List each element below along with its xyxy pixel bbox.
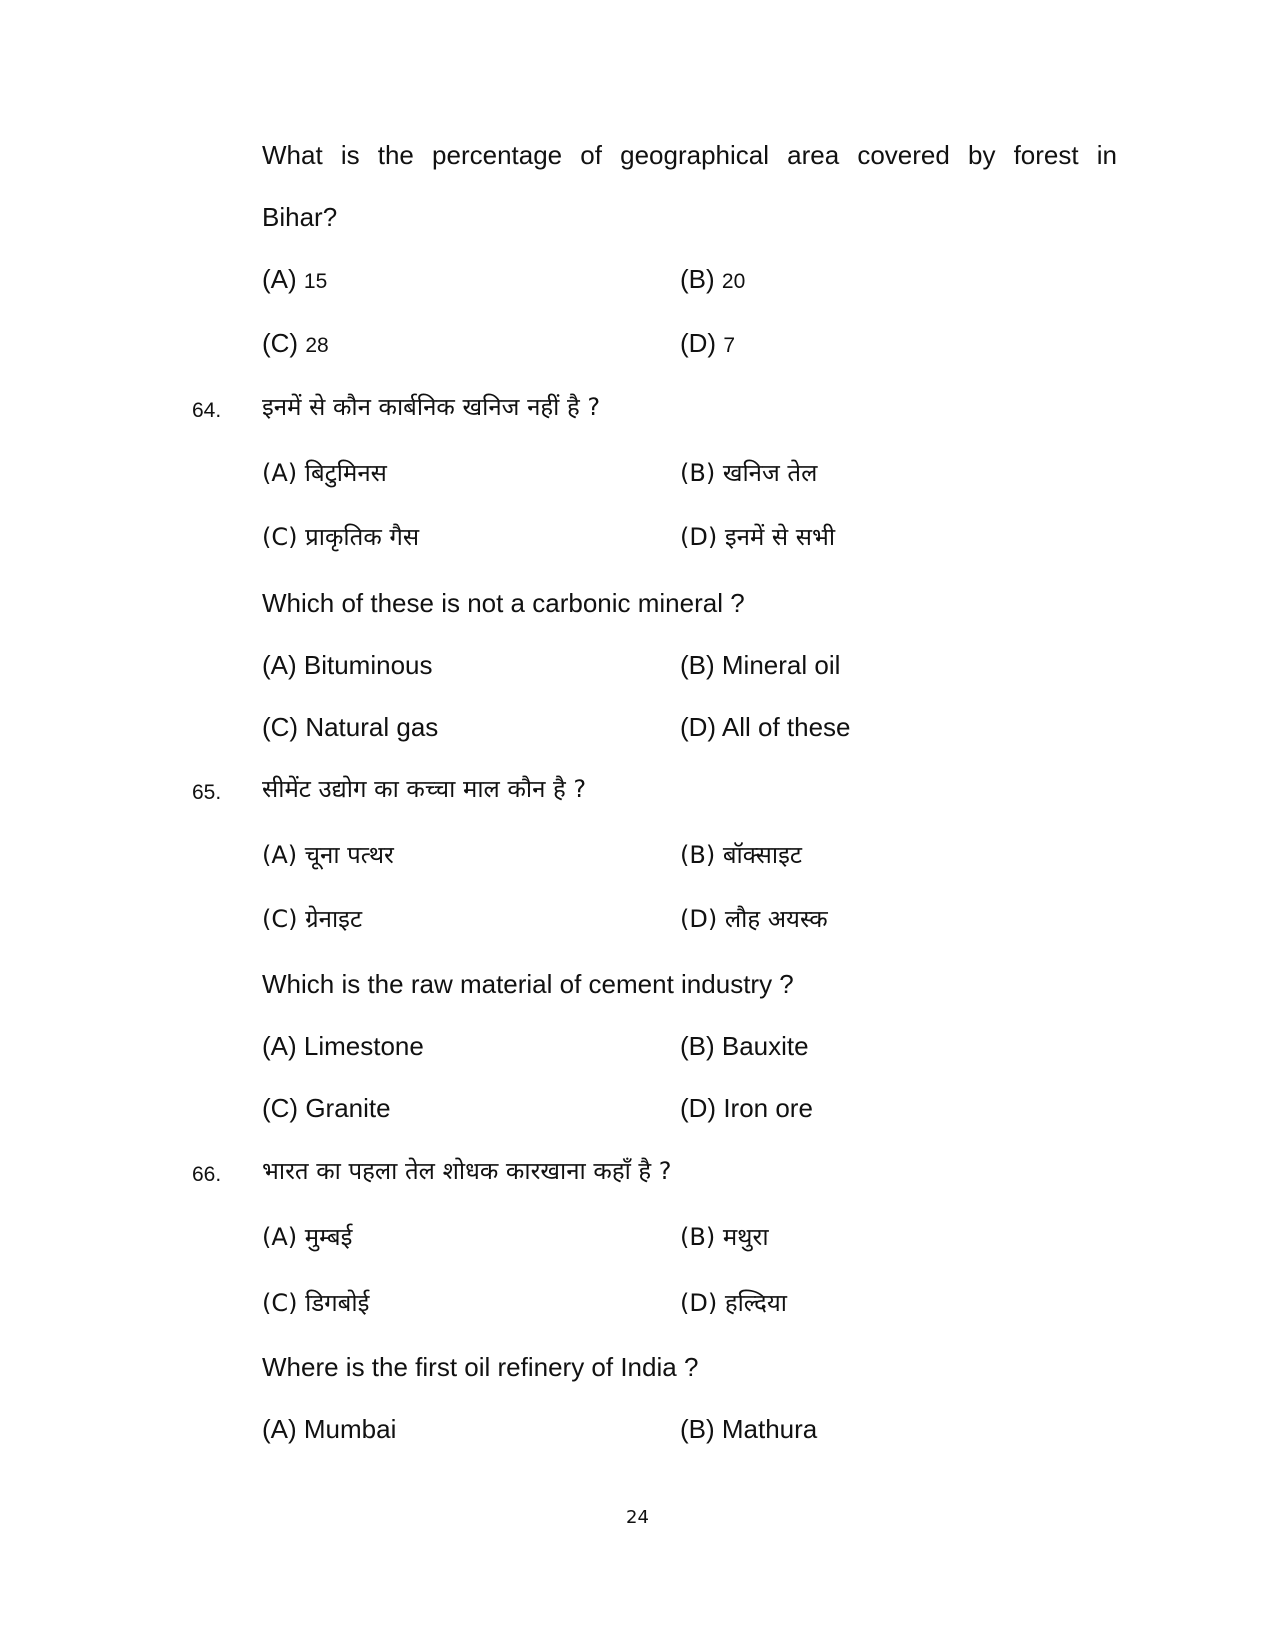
q65-hindi-option-b: (B) बॉक्साइट [680,841,802,869]
q63-option-c [262,328,329,361]
q66-hindi-option-a: (A) मुम्बई [262,1223,353,1251]
page-number: 24 [626,1507,649,1528]
q66-english-option-a: (A) Mumbai [262,1414,397,1444]
q64-hindi-option-d: (D) इनमें से सभी [680,523,836,551]
q64-hindi-question: इनमें से कौन कार्बनिक खनिज नहीं है ? [262,393,601,421]
q65-english-option-a: (A) Limestone [262,1031,424,1061]
option-label: (A) [262,264,297,294]
q64-number: 64. [192,399,222,422]
option-label: (B) [680,264,715,294]
q63-option-b [680,264,745,297]
option-label: (C) [262,328,299,358]
q66-english-question: Where is the first oil refinery of India ? [262,1352,699,1382]
q65-english-option-b: (B) Bauxite [680,1031,809,1061]
option-value: 15 [303,270,328,293]
q63-question-line-2: Bihar? [262,202,338,232]
q64-hindi-option-b: (B) खनिज तेल [680,459,818,487]
option-label: (D) [680,328,717,358]
q65-english-option-c: (C) Granite [262,1093,391,1123]
q66-number: 66. [192,1163,222,1186]
q65-hindi-option-d: (D) लौह अयस्क [680,905,828,933]
q64-hindi-option-c: (C) प्राकृतिक गैस [262,523,420,551]
q64-hindi-option-a: (A) बिटुमिनस [262,459,387,487]
q63-question-line-1: What is the percentage of geographical area covered by forest in [262,140,1117,170]
q64-english-option-d: (D) All of these [680,712,851,742]
q66-hindi-question: भारत का पहला तेल शोधक कारखाना कहाँ है ? [262,1157,672,1185]
q66-hindi-option-c: (C) डिगबोई [262,1289,370,1317]
q66-english-option-b: (B) Mathura [680,1414,818,1444]
q64-english-option-b: (B) Mineral oil [680,650,841,680]
q63-option-a [262,264,327,297]
q66-hindi-option-d: (D) हल्दिया [680,1289,788,1317]
q64-english-option-a: (A) Bituminous [262,650,433,680]
option-value: 28 [305,334,329,357]
q65-hindi-option-a: (A) चूना पत्थर [262,841,394,869]
q65-hindi-question: सीमेंट उद्योग का कच्चा माल कौन है ? [262,775,587,803]
q65-number: 65. [192,781,222,804]
option-value: 7 [723,334,736,357]
option-value: 20 [721,270,746,293]
q65-english-option-d: (D) Iron ore [680,1093,813,1123]
q65-english-question: Which is the raw material of cement industry ? [262,969,794,999]
q63-option-d [680,328,735,361]
q66-hindi-option-b: (B) मथुरा [680,1223,769,1251]
q64-english-question: Which of these is not a carbonic mineral ? [262,588,745,618]
q64-english-option-c: (C) Natural gas [262,712,439,742]
q65-hindi-option-c: (C) ग्रेनाइट [262,905,363,933]
